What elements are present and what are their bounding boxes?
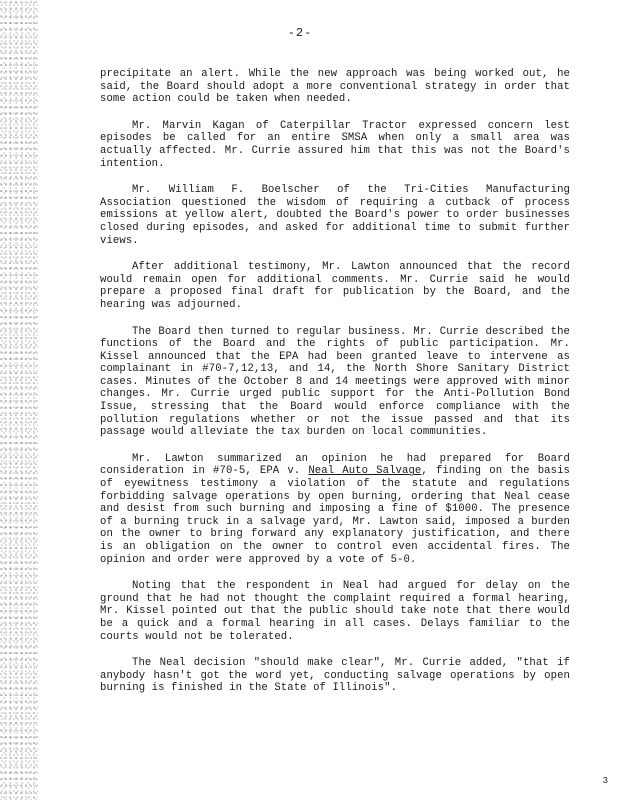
corner-mark: 3 — [602, 776, 608, 786]
page-number: -2- — [287, 26, 313, 40]
paragraph-neal-opinion — [100, 453, 570, 566]
scanned-page-edge — [0, 0, 38, 800]
paragraph-kissel-delay: Noting that the respondent in Neal had argued for delay on the ground that he had not thought the complaint required a formal hearing, Mr. Kissel pointed out that the public should take note that there would be a quick and a formal hearing in all cases. Delays familiar to the courts would not be tolerated. — [100, 580, 570, 643]
neal-opinion-text-after: , finding on the basis of eyewitness testimony a violation of the statute and regulations forbidding salvage operations by open burning, ordering that Neal cease and desist from such burning and imposing a fine of $1000. The presence of a burning truck in a salvage yard, Mr. Lawton said, imposed a burden on the owner to bring forward any explanatory justification, and there is an obligation on the owner to control even accidental fires. The opinion and order were approved by a vote of 5-0. — [100, 465, 570, 566]
paragraph-regular-business: The Board then turned to regular business. Mr. Currie described the functions of the Board and the rights of public participation. Mr. Kissel announced that the EPA had been granted leave to intervene as complainant in #70-7,12,13, and 14, the North Shore Sanitary District cases. Minutes of the October 8 and 14 meetings were approved with minor changes. Mr. Currie urged public support for the Anti-Pollution Bond Issue, stressing that the Board would enforce compliance with the pollution regulations whether or not the issue passed and that its passage would alleviate the tax burden on local communities. — [100, 325, 570, 439]
case-name-neal-auto-salvage: Neal Auto Salvage — [308, 465, 422, 478]
neal-opinion-text-before: Mr. Lawton summarized an opinion he had prepared for Board consideration in #70-5, EPA v. — [100, 452, 570, 478]
paragraph-kagan: Mr. Marvin Kagan of Caterpillar Tractor expressed concern lest episodes be called for an entire SMSA when only a small area was actually affected. Mr. Currie assured him that this was not the Board's intention. — [100, 119, 570, 170]
paragraph-currie-quote: The Neal decision "should make clear", Mr. Currie added, "that if anybody hasn't got the word yet, conducting salvage operations by open burning is finished in the State of Illinois". — [100, 657, 570, 695]
document-body — [100, 68, 570, 709]
paragraph-boelscher: Mr. William F. Boelscher of the Tri-Cities Manufacturing Association questioned the wisdom of requiring a cutback of process emissions at yellow alert, doubted the Board's power to order businesses closed during episodes, and asked for additional time to submit further views. — [100, 184, 570, 247]
paragraph-adjournment: After additional testimony, Mr. Lawton announced that the record would remain open for additional comments. Mr. Currie said he would prepare a proposed final draft for publication by the Board, and the hearing was adjourned. — [100, 261, 570, 311]
paragraph-continuation: precipitate an alert. While the new approach was being worked out, he said, the Board should adopt a more conventional strategy in order that some action could be taken when needed. — [100, 68, 570, 106]
